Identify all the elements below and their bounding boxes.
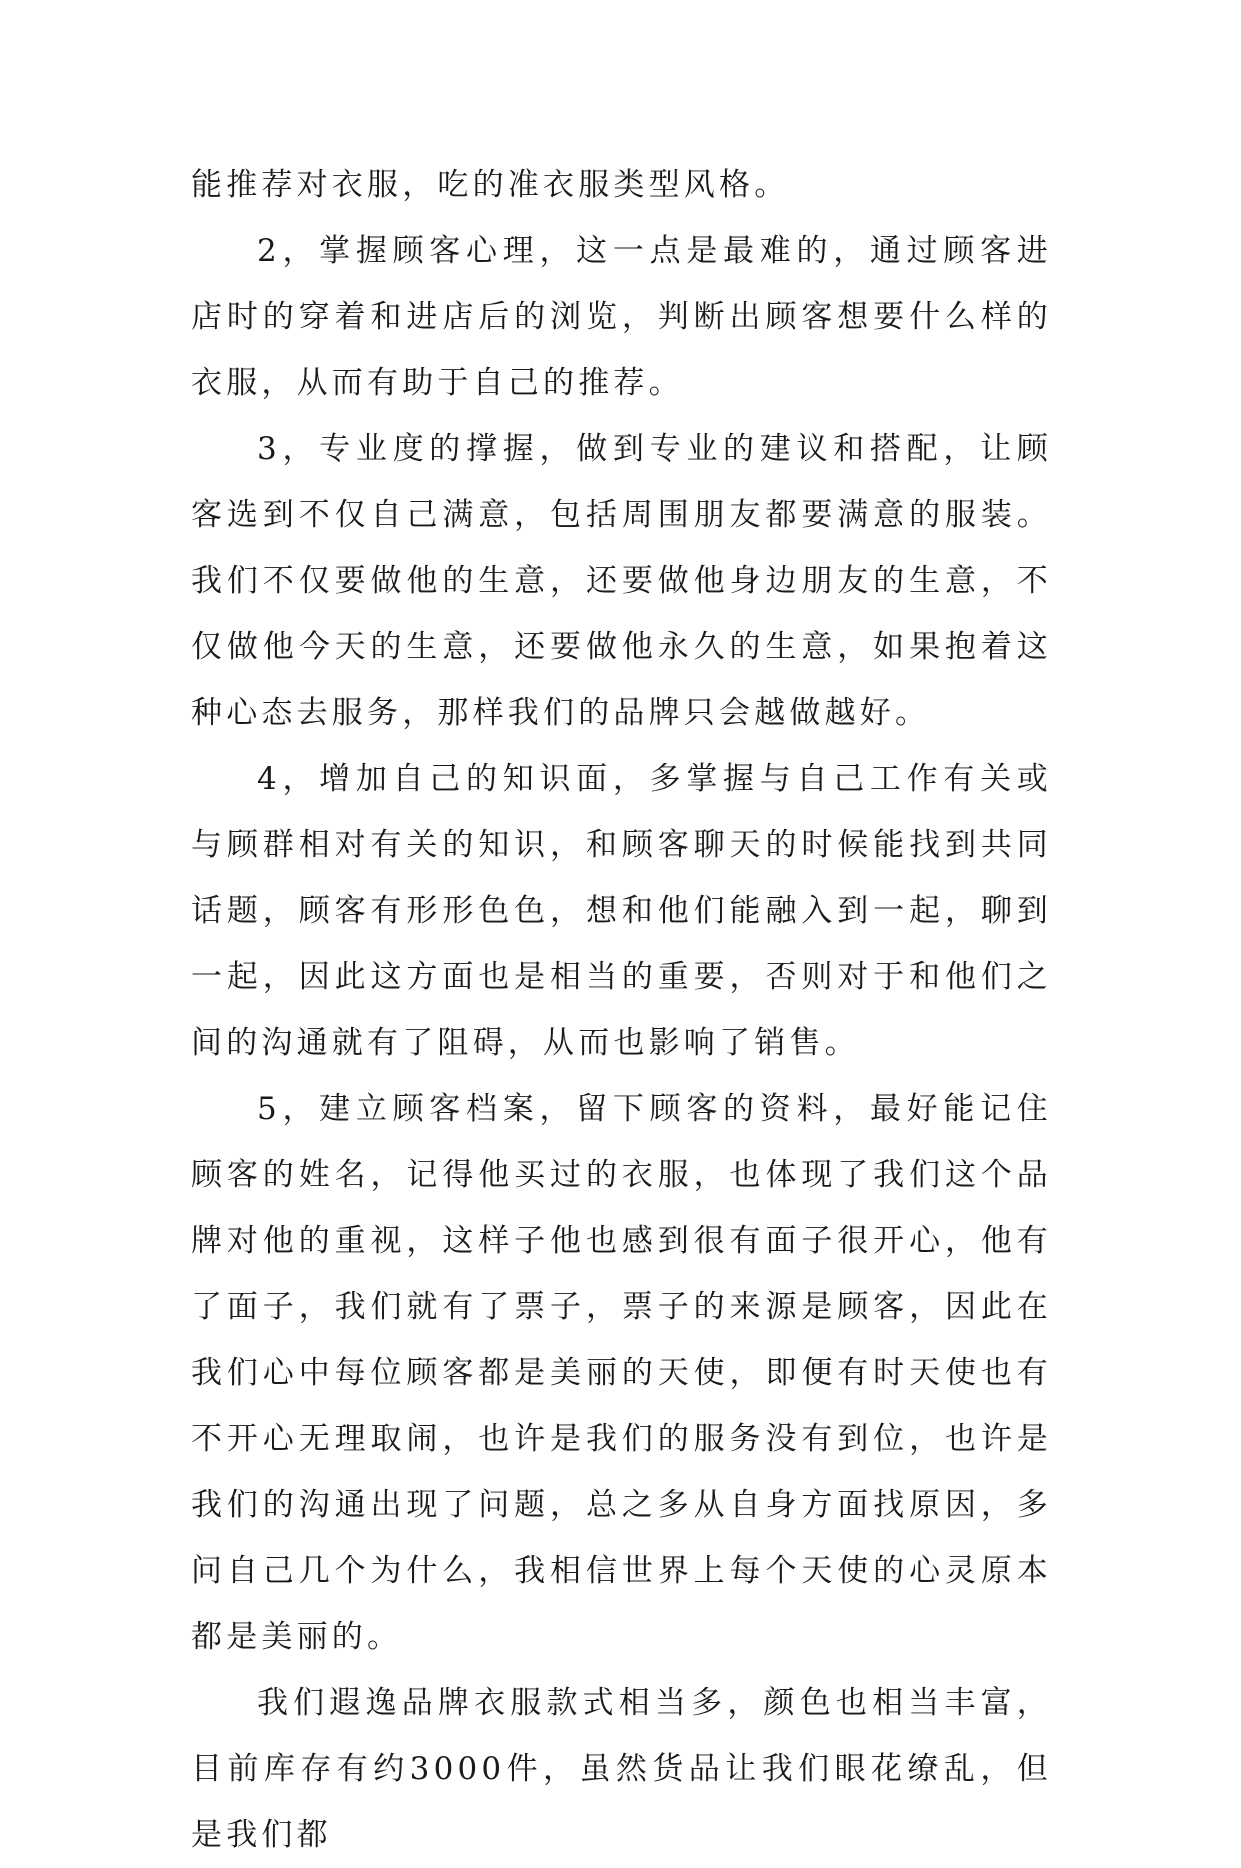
paragraph-inventory: 我们遐逸品牌衣服款式相当多，颜色也相当丰富，目前库存有约3000件，虽然货品让我们眼花缭乱，但是我们都: [191, 1685, 1052, 1853]
paragraph-point-3: 3，专业度的撑握，做到专业的建议和搭配，让顾客选到不仅自己满意，包括周围朋友都要满意的服装。我们不仅要做他的生意，还要做他身边朋友的生意，不仅做他今天的生意，还要做他永久的生意，如果抱着这种心态去服务，那样我们的品牌只会越做越好。: [191, 431, 1052, 731]
paragraph-point-5: 5，建立顾客档案，留下顾客的资料，最好能记住顾客的姓名，记得他买过的衣服，也体现了我们这个品牌对他的重视，这样子他也感到很有面子很开心，他有了面子，我们就有了票子，票子的来源是顾客，因此在我们心中每位顾客都是美丽的天使，即便有时天使也有不开心无理取闹，也许是我们的服务没有到位，也许是我们的沟通出现了问题，总之多从自身方面找原因，多问自己几个为什么，我相信世界上每个天使的心灵原本都是美丽的。: [191, 1091, 1052, 1655]
document-body: [191, 152, 1052, 1868]
paragraph-point-4: 4，增加自己的知识面，多掌握与自己工作有关或与顾群相对有关的知识，和顾客聊天的时候能找到共同话题，顾客有形形色色，想和他们能融入到一起，聊到一起，因此这方面也是相当的重要，否则对于和他们之间的沟通就有了阻碍，从而也影响了销售。: [191, 761, 1052, 1061]
paragraph-point-2: 2，掌握顾客心理，这一点是最难的，通过顾客进店时的穿着和进店后的浏览，判断出顾客想要什么样的衣服，从而有助于自己的推荐。: [191, 233, 1052, 401]
paragraph-continuation: 能推荐对衣服，吃的准衣服类型风格。: [191, 167, 790, 203]
